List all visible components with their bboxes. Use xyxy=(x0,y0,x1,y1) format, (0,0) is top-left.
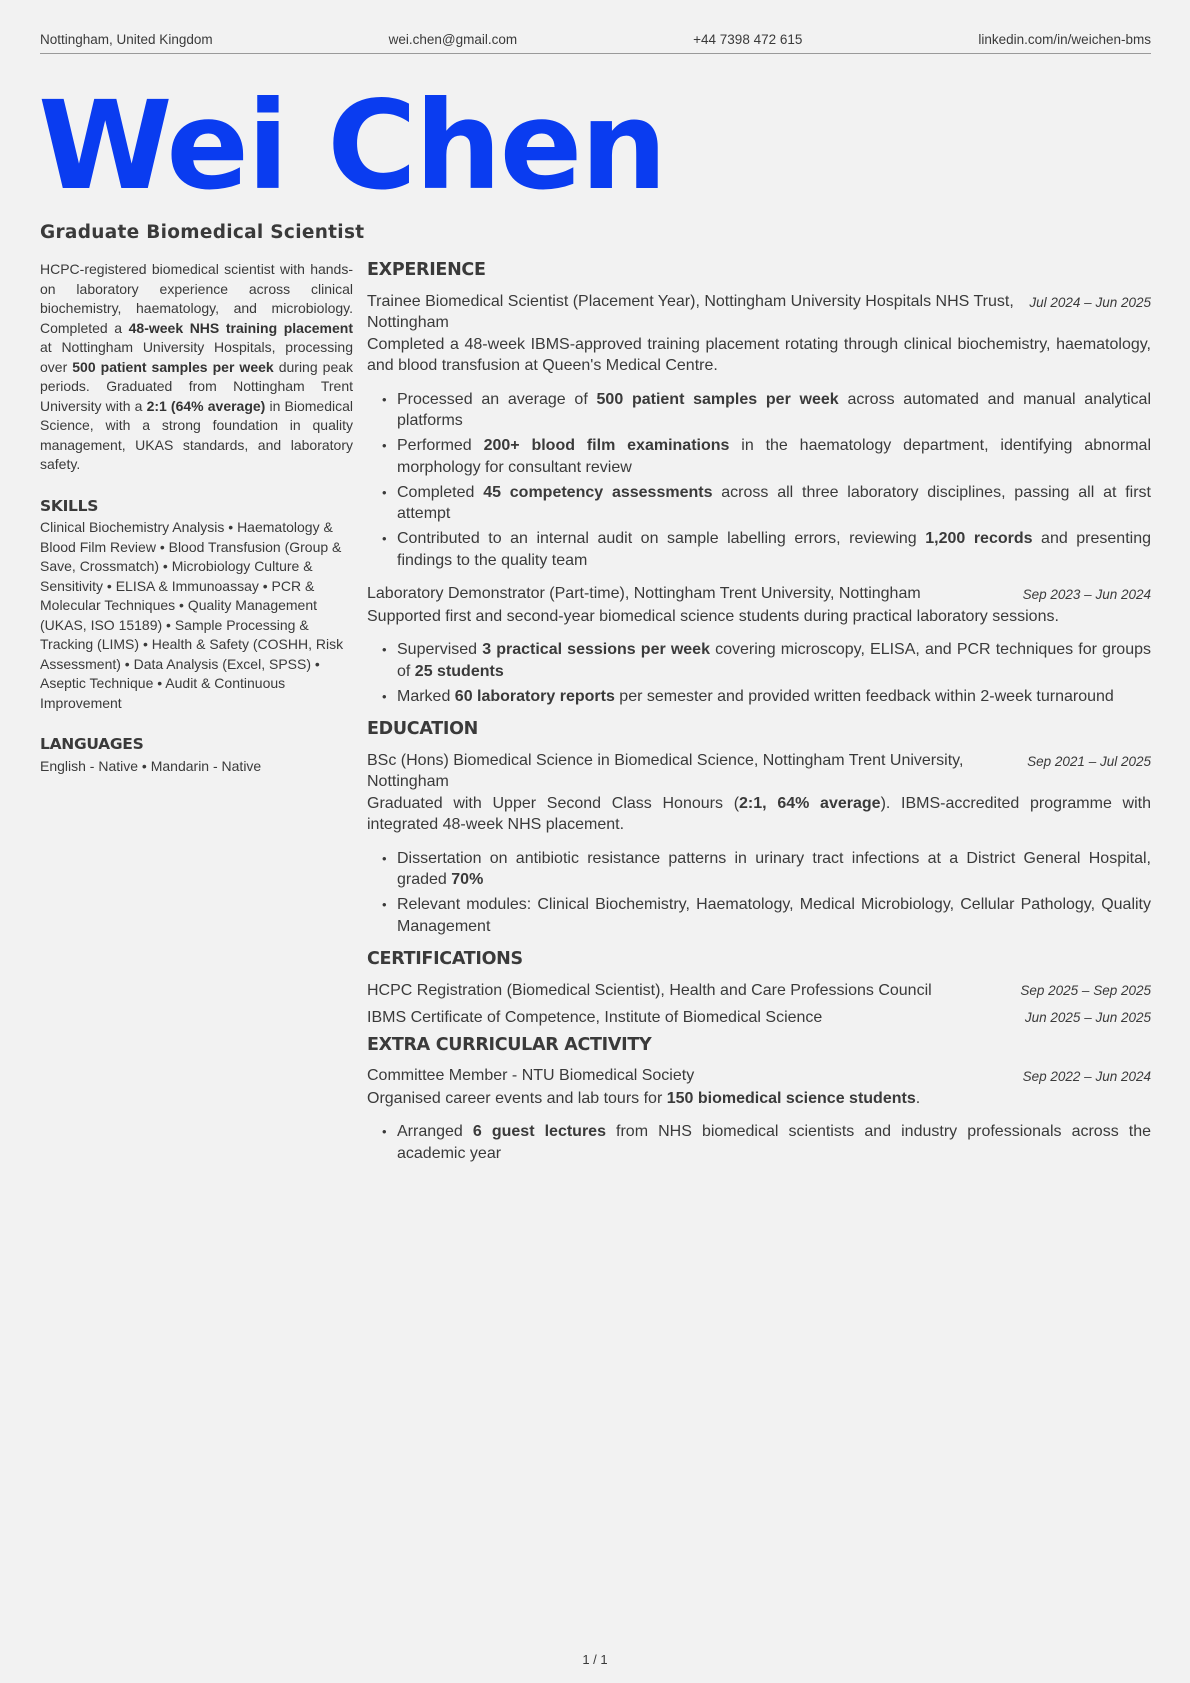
job-date: Sep 2023 – Jun 2024 xyxy=(1022,587,1151,602)
certification-item xyxy=(367,980,1151,1002)
education-entry xyxy=(367,750,1151,938)
bullet-item: • Marked 60 laboratory reports per semester and provided written feedback within 2-week turnaround xyxy=(397,686,1151,708)
extracurricular-entry xyxy=(367,1065,1151,1164)
skills-heading: SKILLS xyxy=(40,496,99,515)
job-entry xyxy=(367,583,1151,707)
experience-heading: EXPERIENCE xyxy=(367,260,486,280)
summary-highlight: 500 patient samples per week xyxy=(72,358,274,375)
languages-list: English - Native • Mandarin - Native xyxy=(40,757,262,774)
job-role: Laboratory Demonstrator (Part-time), Nottingham Trent University, Nottingham xyxy=(367,585,921,602)
certification-name: HCPC Registration (Biomedical Scientist), Health and Care Professions Council xyxy=(367,981,932,999)
contact-phone[interactable]: +44 7398 472 615 xyxy=(693,32,803,47)
certification-item xyxy=(367,1007,1151,1029)
education-bullets xyxy=(367,848,1151,938)
languages-heading: LANGUAGES xyxy=(40,735,144,753)
summary-text: HCPC-registered biomedical scientist with hands-on laboratory experience across clinical biochemistry, haematology, and microbiology. Completed a xyxy=(40,261,353,336)
summary-text: at Nottingham University Hospitals, processing over xyxy=(40,339,353,375)
bullet-item: • Processed an average of 500 patient samples per week across automated and manual analytical platforms xyxy=(397,389,1151,432)
degree: BSc (Hons) Biomedical Science in Biomedical Science, Nottingham Trent University, Nottingham xyxy=(367,751,964,790)
job-bullets xyxy=(367,389,1151,572)
contact-linkedin[interactable]: linkedin.com/in/weichen-bms xyxy=(978,32,1151,47)
education-date: Sep 2021 – Jul 2025 xyxy=(1027,753,1151,769)
summary-highlight: 48-week NHS training placement xyxy=(128,319,353,336)
page-indicator: 1 / 1 xyxy=(582,1652,608,1667)
job-description: Supported first and second-year biomedical science students during practical laboratory sessions. xyxy=(367,607,1059,625)
job-description: Completed a 48-week IBMS-approved training placement rotating through clinical biochemistry, haematology, and blood transfusion at Queen's Medical Centre. xyxy=(367,335,1151,374)
skills-list: Clinical Biochemistry Analysis • Haematology & Blood Film Review • Blood Transfusion (Group & Save, Crossmatch) • Microbiology Culture & Sensitivity • ELISA & Immunoassay • PCR & Molecular Techniques • Quality Management (UKAS, ISO 15189) • Sample Processing & Tracking (LIMS) • Health & Safety (COSHH, Risk Assessment) • Data Analysis (Excel, SPSS) • Aseptic Technique • Audit & Continuous Improvement xyxy=(40,519,344,711)
extracurricular-bullets xyxy=(367,1121,1151,1164)
bullet-item: • Completed 45 competency assessments across all three laboratory disciplines, passing all at first attempt xyxy=(397,482,1151,525)
education-heading: EDUCATION xyxy=(367,719,478,739)
extracurricular-section xyxy=(367,1035,1151,1165)
candidate-name: Wei Chen xyxy=(38,75,666,217)
bullet-item: • Arranged 6 guest lectures from NHS biomedical scientists and industry professionals across the academic year xyxy=(397,1121,1151,1164)
certifications-section xyxy=(367,949,1151,1029)
certification-name: IBMS Certificate of Competence, Institute of Biomedical Science xyxy=(367,1009,823,1026)
education-section xyxy=(367,719,1151,937)
bullet-item: • Contributed to an internal audit on sample labelling errors, reviewing 1,200 records and presenting findings to the quality team xyxy=(397,528,1151,571)
job-entry xyxy=(367,291,1151,572)
job-date: Jul 2024 – Jun 2025 xyxy=(1029,294,1151,310)
summary-text: during peak periods. Graduated from Nottingham Trent University with a xyxy=(40,358,354,414)
contact-email[interactable]: wei.chen@gmail.com xyxy=(388,32,518,47)
certifications-heading: CERTIFICATIONS xyxy=(367,949,523,969)
summary-highlight: 2:1 (64% average) xyxy=(146,397,266,414)
contact-location: Nottingham, United Kingdom xyxy=(40,32,213,47)
bullet-item: • Relevant modules: Clinical Biochemistry, Haematology, Medical Microbiology, Cellular Pathology, Quality Management xyxy=(397,894,1151,937)
extracurricular-heading: EXTRA CURRICULAR ACTIVITY xyxy=(367,1034,652,1055)
summary xyxy=(40,260,353,475)
extracurricular-date: Sep 2022 – Jun 2024 xyxy=(1022,1069,1151,1084)
certification-date: Sep 2025 – Sep 2025 xyxy=(1020,982,1151,998)
main-content xyxy=(367,260,1151,1176)
education-description: Graduated with Upper Second Class Honours (2:1, 64% average). IBMS-accredited programme with integrated 48-week NHS placement. xyxy=(367,794,1152,833)
experience-section xyxy=(367,260,1151,707)
certification-date: Jun 2025 – Jun 2025 xyxy=(1024,1010,1151,1025)
sidebar xyxy=(40,260,353,776)
bullet-item: • Supervised 3 practical sessions per week covering microscopy, ELISA, and PCR techniques for groups of 25 students xyxy=(397,639,1151,682)
contact-bar xyxy=(40,32,1151,54)
candidate-headline: Graduate Biomedical Scientist xyxy=(40,222,365,243)
extracurricular-role: Committee Member - NTU Biomedical Society xyxy=(367,1067,695,1084)
extracurricular-description: Organised career events and lab tours for 150 biomedical science students. xyxy=(367,1089,921,1107)
bullet-item: • Dissertation on antibiotic resistance patterns in urinary tract infections at a District General Hospital, graded 70% xyxy=(397,848,1151,891)
job-bullets xyxy=(367,639,1151,707)
summary-text: in Biomedical Science, with a strong foundation in quality management, UKAS standards, and laboratory safety. xyxy=(40,397,354,472)
job-role: Trainee Biomedical Scientist (Placement Year), Nottingham University Hospitals NHS Trust, Nottingham xyxy=(367,292,1014,331)
bullet-item: • Performed 200+ blood film examinations in the haematology department, identifying abnormal morphology for consultant review xyxy=(397,435,1151,478)
